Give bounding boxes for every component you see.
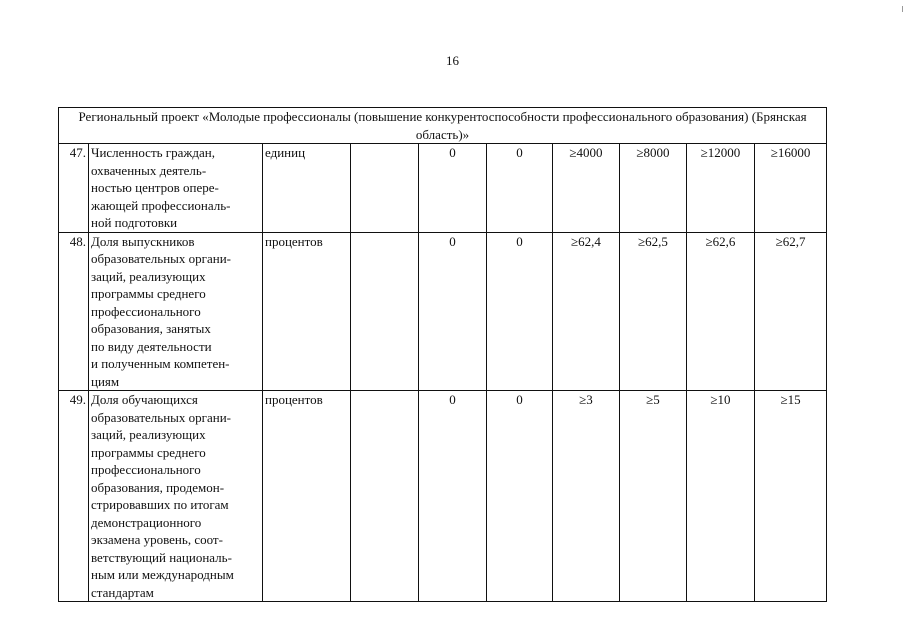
indicator-value: 0 bbox=[419, 232, 487, 391]
indicator-name-line: заций, реализующих bbox=[91, 427, 206, 442]
indicator-value: 0 bbox=[487, 232, 553, 391]
empty-cell bbox=[351, 391, 419, 602]
indicator-name-line: заций, реализующих bbox=[91, 268, 206, 284]
indicator-name-line: экзамена уровень, соот- bbox=[91, 532, 223, 547]
indicator-name-line: стандартам bbox=[91, 584, 154, 600]
indicator-name-line: циям bbox=[91, 373, 120, 389]
indicator-value: 0 bbox=[419, 144, 487, 233]
row-number: 48. bbox=[59, 232, 89, 391]
indicator-name-line: Численность граждан, bbox=[91, 145, 215, 160]
indicator-name-line: Доля обучающихся bbox=[91, 392, 198, 407]
indicator-name-line: по виду деятельности bbox=[91, 338, 212, 354]
indicator-value: ≥3 bbox=[553, 391, 620, 602]
indicator-name-line: Доля выпускников bbox=[91, 233, 195, 249]
indicator-name-line: профессионального bbox=[91, 303, 201, 319]
page-number: 16 bbox=[446, 53, 459, 68]
indicator-value: ≥15 bbox=[755, 391, 827, 602]
indicator-name bbox=[89, 391, 263, 602]
indicator-value: ≥8000 bbox=[620, 144, 687, 233]
indicator-name-line: профессионального bbox=[91, 462, 201, 477]
indicator-name-line: образования, занятых bbox=[91, 321, 211, 336]
unit-of-measure: единиц bbox=[263, 144, 351, 233]
indicator-value: 0 bbox=[487, 144, 553, 233]
indicator-name-line: охваченных деятель- bbox=[91, 162, 207, 178]
indicator-value: ≥4000 bbox=[553, 144, 620, 233]
row-number: 47. bbox=[59, 144, 89, 233]
indicator-name-line: ностью центров опере- bbox=[91, 180, 219, 195]
table-header-row bbox=[59, 108, 827, 144]
indicator-value: ≥62,4 bbox=[553, 232, 620, 391]
indicator-value: ≥16000 bbox=[755, 144, 827, 233]
indicator-value: ≥5 bbox=[620, 391, 687, 602]
indicator-name-line: программы среднего bbox=[91, 444, 206, 460]
unit-of-measure: процентов bbox=[263, 232, 351, 391]
table-row bbox=[59, 144, 827, 233]
indicator-name-line: ным или международным bbox=[91, 567, 234, 582]
indicator-name-line: жающей профессиональ- bbox=[91, 197, 231, 213]
indicator-value: 0 bbox=[487, 391, 553, 602]
regional-project-title: Региональный проект «Молодые профессионалы (повышение конкурентоспособности профессионального образования) (Брянская область)» bbox=[59, 108, 827, 144]
indicator-name-line: образования, продемон- bbox=[91, 479, 225, 495]
indicator-value: ≥10 bbox=[687, 391, 755, 602]
indicator-name-line: ветствующий националь- bbox=[91, 549, 232, 565]
empty-cell bbox=[351, 144, 419, 233]
indicator-value: ≥62,5 bbox=[620, 232, 687, 391]
scan-edge-mark bbox=[902, 6, 903, 12]
indicator-value: ≥62,6 bbox=[687, 232, 755, 391]
indicator-name-line: стрировавших по итогам bbox=[91, 497, 229, 512]
indicator-name bbox=[89, 144, 263, 233]
indicator-name-line: демонстрационного bbox=[91, 514, 202, 530]
table-row bbox=[59, 232, 827, 391]
row-number: 49. bbox=[59, 391, 89, 602]
table-row bbox=[59, 391, 827, 602]
indicator-name-line: ной подготовки bbox=[91, 215, 178, 230]
indicator-value: ≥12000 bbox=[687, 144, 755, 233]
empty-cell bbox=[351, 232, 419, 391]
indicator-name-line: образовательных органи- bbox=[91, 409, 231, 425]
indicator-name-line: программы среднего bbox=[91, 286, 206, 301]
indicator-value: ≥62,7 bbox=[755, 232, 827, 391]
indicator-name-line: и полученным компетен- bbox=[91, 356, 230, 371]
indicators-table bbox=[58, 107, 827, 602]
indicator-name-line: образовательных органи- bbox=[91, 251, 231, 266]
unit-of-measure: процентов bbox=[263, 391, 351, 602]
indicator-value: 0 bbox=[419, 391, 487, 602]
indicator-name bbox=[89, 232, 263, 391]
